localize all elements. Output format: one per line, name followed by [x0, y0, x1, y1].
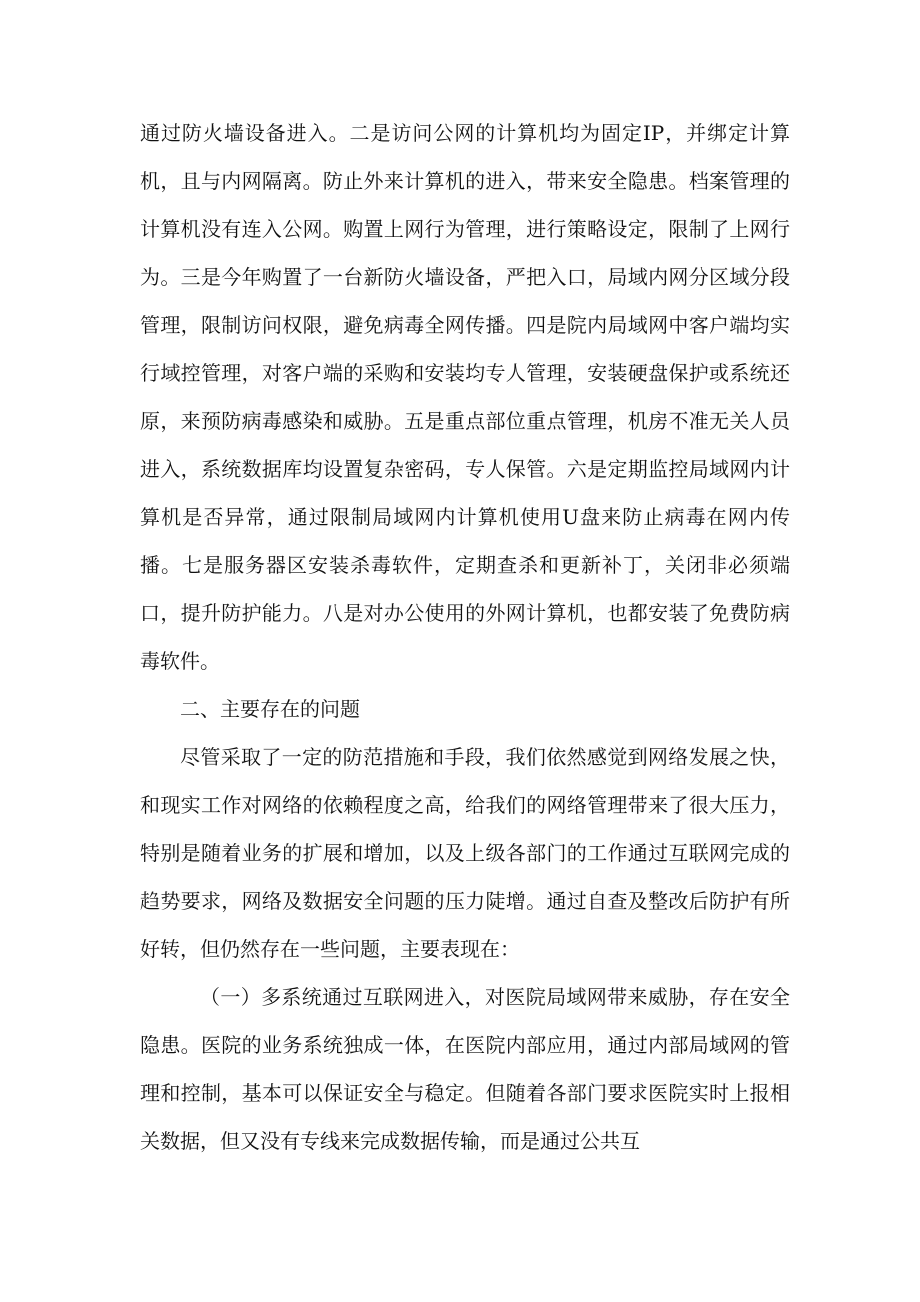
paragraph-problems-intro: 尽管采取了一定的防范措施和手段，我们依然感觉到网络发展之快，和现实工作对网络的依赖程度之高，给我们的网络管理带来了很大压力，特别是随着业务的扩展和增加，以及上级各部门的工作通过互联网完成的趋势要求，网络及数据安全问题的压力陡增。通过自查及整改后防护有所好转，但仍然存在一些问题，主要表现在：	[140, 745, 790, 961]
document-body	[140, 109, 790, 1165]
paragraph-problem-one: （一）多系统通过互联网进入，对医院局域网带来威胁，存在安全隐患。医院的业务系统独成一体，在医院内部应用，通过内部局域网的管理和控制，基本可以保证安全与稳定。但随着各部门要求医院实时上报相关数据，但又没有专线来完成数据传输，而是通过公共互	[140, 985, 790, 1153]
section-heading-main-problems: 二、主要存在的问题	[180, 697, 360, 721]
paragraph-security-measures: 通过防火墙设备进入。二是访问公网的计算机均为固定IP，并绑定计算机，且与内网隔离。防止外来计算机的进入，带来安全隐患。档案管理的计算机没有连入公网。购置上网行为管理，进行策略设定，限制了上网行为。三是今年购置了一台新防火墙设备，严把入口，局域内网分区域分段管理，限制访问权限，避免病毒全网传播。四是院内局域网中客户端均实行域控管理，对客户端的采购和安装均专人管理，安装硬盘保护或系统还原，来预防病毒感染和威胁。五是重点部位重点管理，机房不准无关人员进入，系统数据库均设置复杂密码，专人保管。六是定期监控局域网内计算机是否异常，通过限制局域网内计算机使用U盘来防止病毒在网内传播。七是服务器区安装杀毒软件，定期查杀和更新补丁，关闭非必须端口，提升防护能力。八是对办公使用的外网计算机，也都安装了免费防病毒软件。	[140, 121, 790, 673]
